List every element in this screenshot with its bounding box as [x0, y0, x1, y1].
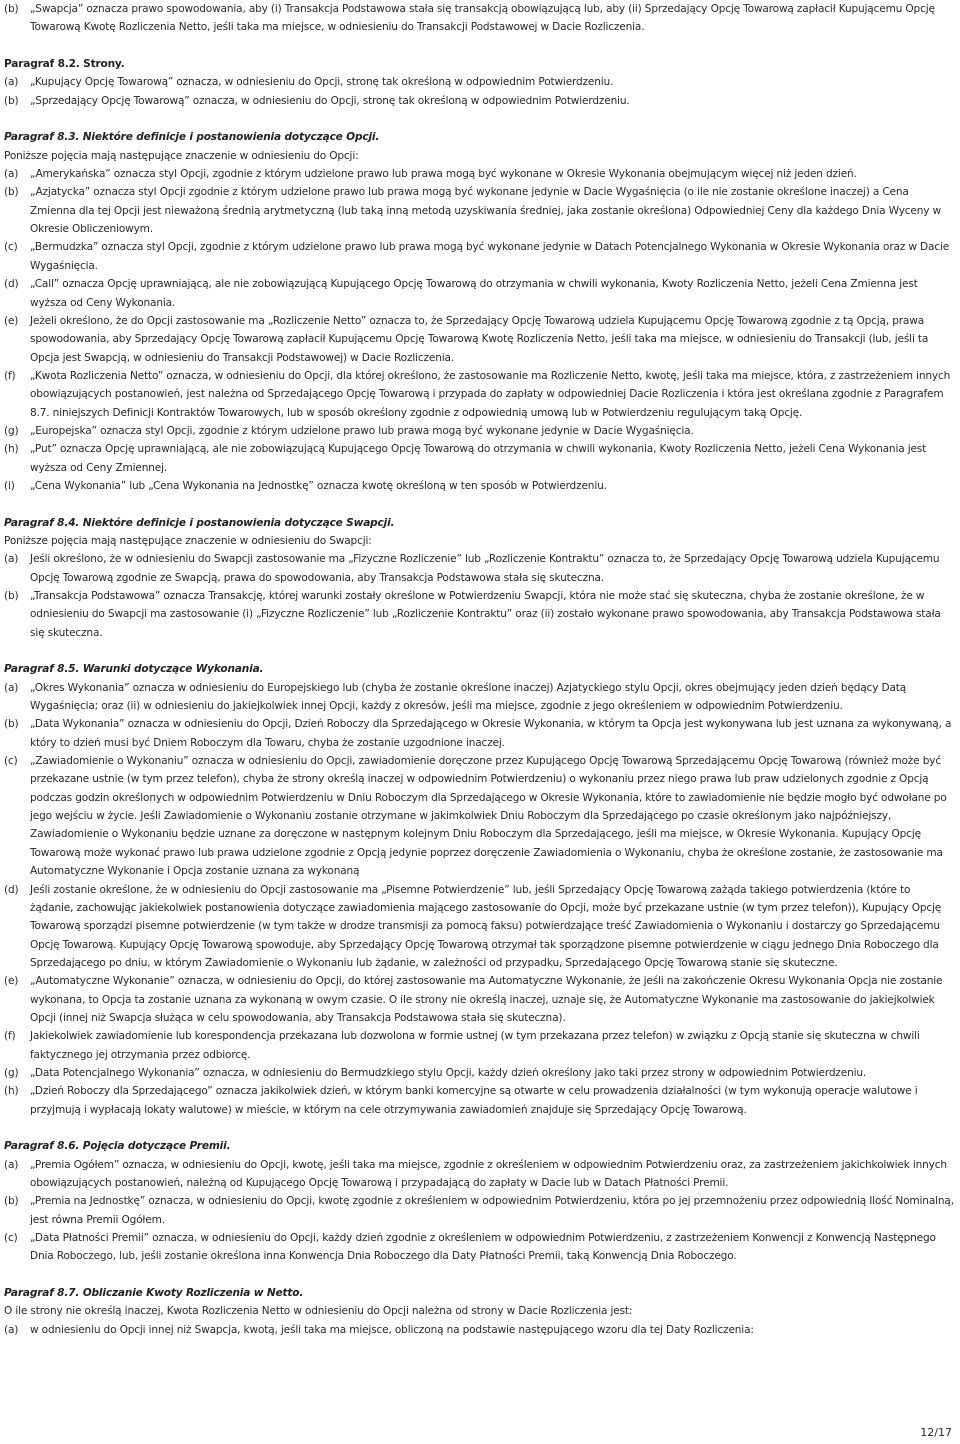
list-item: [4, 92, 956, 110]
paragraph-section: [4, 128, 956, 495]
item-text: „Okres Wykonania” oznacza w odniesieniu do Europejskiego lub (chyba że zostanie określone inaczej) Azjatyckiego stylu Opcji, okres obejmujący jeden dzień będący Datą Wygaśnięcia; oraz (ii) w odniesieniu do jakiejkolwiek innej Opcji, każdy z okresów, jeśli ma miejsce, zgodnie z jego określeniem w odpowiednim Potwierdzeniu.: [30, 681, 907, 713]
item-text: „Azjatycka” oznacza styl Opcji zgodnie z którym udzielone prawo lub prawa mogą być wykonane jedynie w Dacie Wygaśnięcia (o ile nie zostanie określone inaczej) a Cena Zmienna dla tej Opcji jest nieważoną średnią arytmetyczną (lub taką inną metodą uzyskiwania średniej, jaka zostanie określona) Odpowiedniej Ceny dla każdego Dnia Wyceny w Okresie Obliczeniowym.: [30, 186, 942, 236]
item-text: „Kupujący Opcję Towarową” oznacza, w odniesieniu do Opcji, stronę tak określoną w odpowiednim Potwierdzeniu.: [30, 76, 614, 89]
item-text: „Dzień Roboczy dla Sprzedającego” oznacza jakikolwiek dzień, w którym banki komercyjne są otwarte w celu prowadzenia działalności (w tym wykonują operacje walutowe i przyjmują i wypłacają lokaty walutowe) w mieście, w którym na cele otrzymywania zawiadomień znajduje się Sprzedający Opcję Towarową.: [30, 1085, 918, 1116]
item-label: (c): [4, 1232, 18, 1245]
item-label: (c): [4, 241, 18, 254]
item-text: Jeśli określono, że w odniesieniu do Swapcji zastosowanie ma „Fizyczne Rozliczenie” lub „Rozliczenie Kontraktu” oznacza to, że Sprzedający Opcję Towarową udziela Kupującemu Opcję Towarową zgodnie ze Swapcją, prawa do spowodowania, aby Transakcja Podstawowa stała się skuteczna.: [30, 553, 940, 584]
item-label: (a): [4, 168, 19, 181]
list-item: [4, 972, 956, 1027]
list-item: [4, 367, 956, 422]
item-text: „Data Potencjalnego Wykonania” oznacza, w odniesieniu do Bermudzkiego stylu Opcji, każdy dzień określony jako taki przez strony w odpowiednim Potwierdzeniu.: [30, 1066, 867, 1079]
item-text: „Transakcja Podstawowa” oznacza Transakcję, której warunki zostały określone w Potwierdzeniu Swapcji, która nie może stać się skuteczna, chyba że zostanie określone, że w odniesieniu do Swapcji ma zastosowanie (i) „Fizyczne Rozliczenie” lub „Rozliczenie Kontraktu” oraz (ii) zostało wykonane prawo spowodowania, aby Transakcja Podstawowa stała się skuteczna.: [30, 590, 941, 639]
item-text: „Kwota Rozliczenia Netto” oznacza, w odniesieniu do Opcji, dla której określono, że zastosowanie ma Rozliczenie Netto, kwotę, jeśli taka ma miejsce, która, z zastrzeżeniem innych obowiązujących postanowień, jest należna od Sprzedającego Opcję Towarową i przypada do zapłaty w odpowiedniej Dacie Rozliczenia i która jest określana zgodnie z Paragrafem 8.7. niniejszych Definicji Kontraktów Towarowych, lub w sposób określony zgodnie z odpowiednią umową lub w Potwierdzeniu regulującym taką Opcję.: [30, 369, 951, 419]
item-text: „Sprzedający Opcję Towarową” oznacza, w odniesieniu do Opcji, stronę tak określoną w odpowiednim Potwierdzeniu.: [30, 94, 630, 107]
item-label: (c): [4, 755, 18, 768]
item-label: (b): [4, 94, 19, 107]
list-item: [4, 752, 956, 880]
paragraph-heading: Paragraf 8.4. Niektóre definicje i postanowienia dotyczące Swapcji.: [4, 516, 395, 529]
item-text: Jeśli zostanie określone, że w odniesieniu do Opcji zastosowanie ma „Pisemne Potwierdzenie” lub, jeśli Sprzedający Opcję Towarową zażąda takiego potwierdzenia (które to żądanie, zachowując jakiekolwiek postanowienia dotyczące zawiadomienia mającego zastosowanie do Opcji, może być przekazane ustnie (w tym przez telefon)), Kupujący Opcję Towarową sporządzi pisemne potwierdzenie (w tym także w drodze transmisji za pomocą faksu) potwierdzające treść Zawiadomienia o Wykonaniu i dostarczy go Sprzedającemu Opcję Towarową. Kupujący Opcję Towarową spowoduje, aby Sprzedający Opcję Towarową otrzymał tak sporządzone pisemne potwierdzenie w ciągu jednego Dnia Roboczego dla Sprzedającego po dniu, w którym Zawiadomienie o Wykonaniu lub żądanie, w zależności od przypadku, Sprzedającego Opcję Towarową stanie się skuteczne.: [30, 883, 942, 969]
item-label: (f): [4, 369, 16, 382]
item-text: Jakiekolwiek zawiadomienie lub korespondencja przekazana lub dozwolona w formie ustnej (w tym przekazana przez telefon) w związku z Opcją stanie się skuteczna w chwili faktycznego jej otrzymania przez odbiorcę.: [30, 1030, 920, 1061]
paragraph-section: [4, 514, 956, 642]
list-item: [4, 73, 956, 91]
item-label: (b): [4, 590, 19, 602]
item-text: „Call” oznacza Opcję uprawniającą, ale nie zobowiązującą Kupującego Opcję Towarową do otrzymania w chwili wykonania, Kwoty Rozliczenia Netto, jeżeli Cena Zmienna jest wyższa od Ceny Wykonania.: [30, 278, 918, 309]
paragraph-section: [4, 660, 956, 1119]
list-item: [4, 1192, 956, 1229]
list-item: [4, 587, 956, 642]
item-text: „Europejska” oznacza styl Opcji, zgodnie z którym udzielone prawo lub prawa mogą być wykonane jedynie w Dacie Wygaśnięcia.: [30, 424, 694, 437]
document-body: [4, 0, 956, 1339]
item-label: (a): [4, 76, 19, 89]
list-item: [4, 183, 956, 238]
list-item: [4, 165, 956, 183]
paragraph-lead: Poniższe pojęcia mają następujące znaczenie w odniesieniu do Swapcji:: [4, 534, 372, 547]
list-item: [4, 679, 956, 716]
paragraph-section: [4, 1137, 956, 1265]
list-item: [4, 1027, 956, 1064]
item-label: (g): [4, 1066, 19, 1079]
item-label: (i): [4, 479, 15, 492]
item-label: (e): [4, 975, 19, 988]
page-number: 12/17: [920, 1426, 952, 1439]
paragraph-heading: Paragraf 8.3. Niektóre definicje i postanowienia dotyczące Opcji.: [4, 131, 380, 144]
list-item: [4, 422, 956, 440]
list-item: [4, 275, 956, 312]
list-item: [4, 1082, 956, 1119]
list-item: [4, 440, 956, 477]
list-item: [4, 1229, 956, 1266]
paragraph-heading: Paragraf 8.2. Strony.: [4, 58, 125, 71]
item-label: (e): [4, 314, 19, 327]
item-label: (a): [4, 1158, 19, 1171]
item-text: „Put” oznacza Opcję uprawniającą, ale nie zobowiązującą Kupującego Opcję Towarową do otrzymania w chwili wykonania, Kwoty Rozliczenia Netto, jeżeli Cena Wykonania jest wyższa od Ceny Zmiennej.: [30, 443, 927, 474]
item-label: (d): [4, 278, 19, 291]
item-text: „Data Płatności Premii” oznacza, w odniesieniu do Opcji, każdy dzień zgodnie z określeniem w odpowiednim Potwierdzeniu, z zastrzeżeniem Konwencji z Konwencją Następnego Dnia Roboczego, lub, jeśli zostanie określona inna Konwencja Dnia Roboczego dla Daty Płatności Premii, taką Konwencją Dnia Roboczego.: [30, 1232, 936, 1263]
list-item: [4, 1321, 956, 1339]
list-item: [4, 238, 956, 275]
list-item: [4, 715, 956, 752]
intro-block: [4, 0, 956, 37]
item-text: „Premia Ogółem” oznacza, w odniesieniu do Opcji, kwotę, jeśli taka ma miejsce, zgodnie z określeniem w odpowiednim Potwierdzeniu oraz, za zastrzeżeniem jakichkolwiek innych obowiązujących postanowień, należną od Kupującego Opcję Towarową i przypadającą do zapłaty w Dacie lub w Datach Płatności Premii.: [30, 1158, 947, 1189]
sections: [4, 55, 956, 1339]
item-text: „Zawiadomienie o Wykonaniu” oznacza w odniesieniu do Opcji, zawiadomienie doręczone przez Kupującego Opcję Towarową Sprzedającemu Opcję Towarową (również może być przekazane ustnie (w tym przez telefon), chyba że strony określą inaczej w odpowiednim Potwierdzeniu) o wykonaniu przez niego prawa lub praw udzielonych zgodnie z Opcją podczas godzin określonych w odpowiednim Potwierdzeniu w Dniu Roboczym dla Sprzedającego w Okresie Wykonania, które to zawiadomienie nie będzie mogło być odwołane po jego wejściu w życie. Jeśli Zawiadomienie o Wykonaniu zostanie otrzymane w jakimkolwiek Dniu Roboczym dla Sprzedającego po czasie określonym jako najpóźniejszy, Zawiadomienie o Wykonaniu będzie uznane za doręczone w następnym kolejnym Dniu Roboczym dla Sprzedającego, jeśli ma miejsce, w Okresie Wykonania. Kupujący Opcję Towarową może wykonać prawo lub prawa udzielone zgodnie z Opcją jedynie poprzez doręczenie Zawiadomienia o Wykonaniu, chyba że określone zostanie, że zastosowanie ma Automatyczne Wykonanie i Opcja zostanie uznana za wykonaną: [30, 755, 947, 878]
item-text: „Premia na Jednostkę” oznacza, w odniesieniu do Opcji, kwotę zgodnie z określeniem w odpowiednim Potwierdzeniu, która po jej przemnożeniu przez odpowiednią Ilość Nominalną, jest równa Premii Ogółem.: [30, 1195, 954, 1226]
item-label: (h): [4, 443, 19, 456]
list-item: [4, 1156, 956, 1193]
list-item: [4, 881, 956, 973]
item-label: (h): [4, 1085, 19, 1098]
list-item: [4, 0, 956, 37]
item-label: (b): [4, 718, 19, 731]
list-item: [4, 550, 956, 587]
item-text: Jeżeli określono, że do Opcji zastosowanie ma „Rozliczenie Netto” oznacza to, że Sprzedający Opcję Towarową udziela Kupującemu Opcję Towarową zgodnie z tą Opcją, prawa spowodowania, aby Sprzedający Opcję Towarową zapłacił Kupującemu Opcję Towarową Kwotę Rozliczenia Netto, jeśli taka ma miejsce, w odniesieniu do Transakcji (lub, jeśli ta Opcja jest Swapcją, w odniesieniu do Transakcji Podstawowej) w Dacie Rozliczenia.: [30, 314, 929, 364]
item-text: „Cena Wykonania” lub „Cena Wykonania na Jednostkę” oznacza kwotę określoną w ten sposób w Potwierdzeniu.: [30, 479, 607, 492]
item-text: „Bermudzka” oznacza styl Opcji, zgodnie z którym udzielone prawo lub prawa mogą być wykonane jedynie w Datach Potencjalnego Wykonania w Okresie Wykonania oraz w Dacie Wygaśnięcia.: [30, 241, 950, 272]
item-label: (a): [4, 681, 19, 694]
item-text: „Amerykańska” oznacza styl Opcji, zgodnie z którym udzielone prawo lub prawa mogą być wykonane w Okresie Wykonania obejmującym więcej niż jeden dzień.: [30, 168, 857, 181]
paragraph-lead: O ile strony nie określą inaczej, Kwota Rozliczenia Netto w odniesieniu do Opcji należna od strony w Dacie Rozliczenia jest:: [4, 1305, 633, 1318]
list-item: [4, 477, 956, 495]
item-text: „Swapcja” oznacza prawo spowodowania, aby (i) Transakcja Podstawowa stała się transakcją obowiązującą lub, aby (ii) Sprzedający Opcję Towarową zapłacił Kupującemu Opcję Towarową Kwotę Rozliczenia Netto, jeśli taka ma miejsce, w odniesieniu do Transakcji Podstawowej w Dacie Rozliczenia.: [30, 3, 935, 34]
list-item: [4, 312, 956, 367]
paragraph-section: [4, 55, 956, 110]
item-label: (f): [4, 1030, 16, 1043]
item-label: (d): [4, 883, 19, 896]
paragraph-lead: Poniższe pojęcia mają następujące znaczenie w odniesieniu do Opcji:: [4, 149, 359, 162]
item-label: (b): [4, 3, 19, 15]
item-label: (b): [4, 186, 19, 199]
paragraph-section: [4, 1284, 956, 1339]
item-text: „Automatyczne Wykonanie” oznacza, w odniesieniu do Opcji, do której zastosowanie ma Automatyczne Wykonanie, że jeśli na zakończenie Okresu Wykonania Opcja nie zostanie wykonana, to Opcja ta zostanie uznana za wykonaną w owym czasie. O ile strony nie określą inaczej, uznaje się, że Automatyczne Wykonanie ma zastosowanie do jakiejkolwiek Opcji (innej niż Swapcja służąca w celu spowodowania, aby Transakcja Podstawowa stała się skuteczna).: [30, 975, 943, 1024]
paragraph-heading: Paragraf 8.5. Warunki dotyczące Wykonania.: [4, 663, 264, 676]
list-item: [4, 1064, 956, 1082]
item-label: (a): [4, 1323, 19, 1336]
item-label: (b): [4, 1195, 19, 1208]
item-text: „Data Wykonania” oznacza w odniesieniu do Opcji, Dzień Roboczy dla Sprzedającego w Okresie Wykonania, w którym ta Opcja jest wykonywana lub jest uznana za wykonywaną, a który to dzień musi być Dniem Roboczym dla Towaru, chyba że zostanie uzgodnione inaczej.: [30, 718, 952, 749]
item-label: (a): [4, 553, 19, 566]
paragraph-heading: Paragraf 8.7. Obliczanie Kwoty Rozliczenia w Netto.: [4, 1287, 304, 1300]
item-label: (g): [4, 424, 19, 437]
paragraph-heading: Paragraf 8.6. Pojęcia dotyczące Premii.: [4, 1140, 231, 1153]
item-text: w odniesieniu do Opcji innej niż Swapcja, kwotą, jeśli taka ma miejsce, obliczoną na podstawie następującego wzoru dla tej Daty Rozliczenia:: [30, 1323, 754, 1336]
